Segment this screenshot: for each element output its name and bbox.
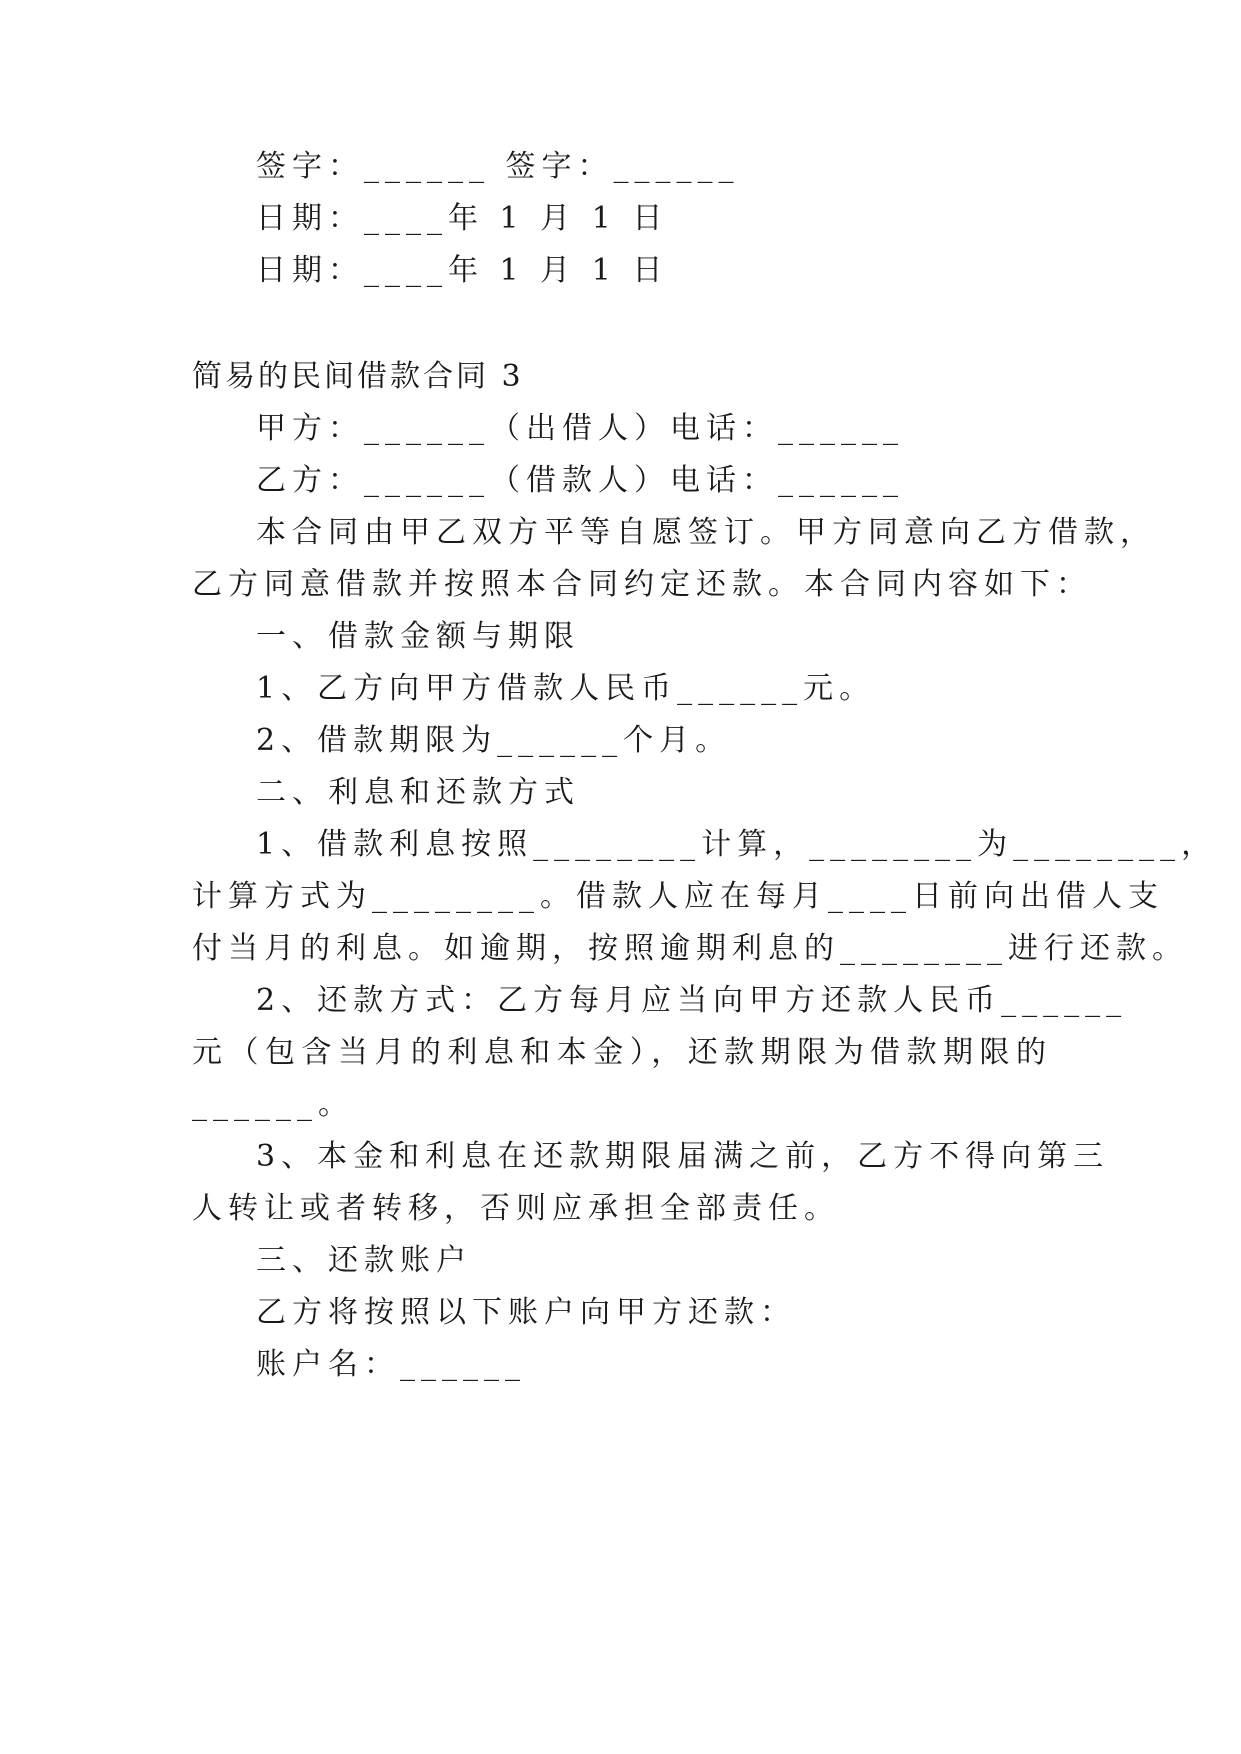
clause-line: 2、借款期限为______个月。 [256,723,732,758]
intro-paragraph: 本合同由甲乙双方平等自愿签订。甲方同意向乙方借款， [256,515,1156,550]
clause-line: 人转让或者转移，否则应承担全部责任。 [192,1191,840,1226]
clause-line: ______。 [192,1087,354,1122]
clause-line: 1、乙方向甲方借款人民币______元。 [256,671,876,706]
clause-line: 乙方将按照以下账户向甲方还款： [256,1295,796,1330]
party-a-line: 甲方：______（出借人）电话：______ [256,411,904,446]
section-heading: 二、利息和还款方式 [256,775,580,810]
section-heading: 一、借款金额与期限 [256,619,580,654]
signature-line: 签字：______ 签字：______ [256,149,740,184]
section-heading: 三、还款账户 [256,1243,472,1278]
date-line: 日期：____年 1 月 1 日 [256,201,669,236]
clause-line: 元（包含当月的利息和本金），还款期限为借款期限的 [192,1035,1052,1070]
clause-line: 计算方式为________。借款人应在每月____日前向出借人支 [192,879,1164,914]
party-b-line: 乙方：______（借款人）电话：______ [256,463,904,498]
clause-line: 3、本金和利息在还款期限届满之前，乙方不得向第三 [256,1139,1110,1174]
contract-title: 简易的民间借款合同 3 [192,359,524,394]
date-line: 日期：____年 1 月 1 日 [256,253,669,288]
clause-line: 付当月的利息。如逾期，按照逾期利息的________进行还款。 [192,931,1188,966]
clause-line: 2、还款方式：乙方每月应当向甲方还款人民币______ [256,983,1128,1018]
intro-paragraph: 乙方同意借款并按照本合同约定还款。本合同内容如下： [192,567,1092,602]
account-name-line: 账户名：______ [256,1347,526,1382]
clause-line: 1、借款利息按照________计算，________为________， [256,827,1218,862]
